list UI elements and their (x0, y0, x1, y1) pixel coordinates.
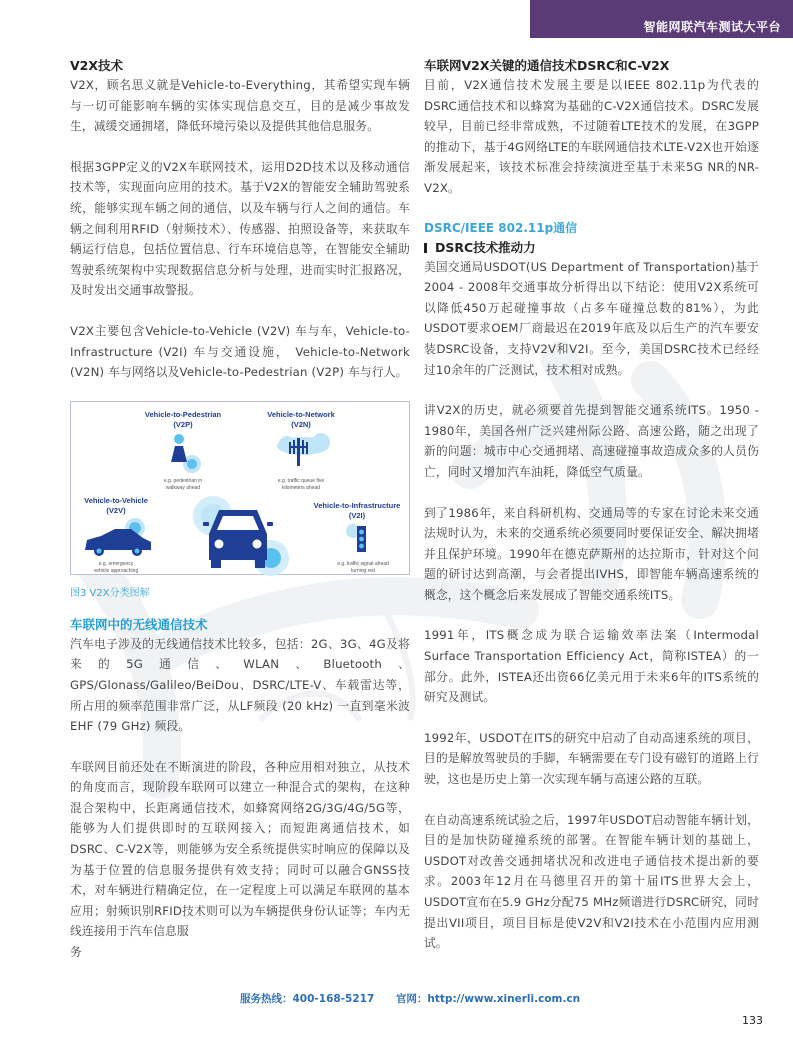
paragraph-continued: 务 (70, 945, 82, 960)
front-car-icon (193, 496, 289, 576)
paragraph: 1991年，ITS概念成为联合运输效率法案（Intermodal Surface Transportation Efficiency Act，简称ISTEA）的一部分。此外，ISTEA还出资66亿美元用于未来6年的ITS系统的研究及测试。 (424, 628, 759, 705)
network-tower-icon (277, 433, 330, 466)
section-title-dsrc-cv2x: 车联网V2X关键的通信技术DSRC和C-V2X (424, 58, 670, 73)
section-title-v2x: V2X技术 (70, 58, 124, 73)
v2p-title: Vehicle-to-Pedestrian (144, 409, 222, 419)
v2v-example-1: e.g. emergency (98, 560, 134, 567)
v2i-example-1: e.g. traffic signal ahead (337, 560, 389, 567)
v2i-abbr: (V2I) (348, 510, 366, 520)
footer-hotline: 服务热线：400-168-5217 (240, 993, 375, 1005)
left-column (70, 56, 410, 960)
paragraph: 1992年，USDOT在ITS的研究中启动了自动高速系统的项目，目的是解放驾驶员的手脚，车辆需要在专门设有磁钉的道路上行驶，这也是历史上第一次实现车辆与高速公路的互联。 (424, 730, 759, 787)
v2p-example-1: e.g. pedestrian in (163, 477, 203, 484)
paragraph: 汽车电子涉及的无线通信技术比较多，包括：2G、3G、4G及将来的5G通信、WLAN、Bluetooth、GPS/Glonass/Galileo/BeiDou、DSRC/LTE-V、车载雷达等，所占用的频率范围非常广泛，从LF频段 (20 kHz) 一直到毫米波EHF (79 GHz) 频段。 (70, 636, 410, 734)
side-car-icon (85, 518, 151, 556)
paragraph: V2X主要包含Vehicle-to-Vehicle (V2V) 车与车，Vehicle-to-Infrastructure (V2I) 车与交通设施， Vehicle-to-Network (V2N) 车与网络以及Vehicle-to-Pedestrian (V2P) 车与行人。 (70, 323, 410, 380)
v2n-example-1: e.g. traffic queue five (277, 477, 325, 484)
figure-caption: 图3 V2X分类图解 (70, 587, 150, 599)
v2n-abbr: (V2N) (291, 419, 311, 429)
paragraph: 讲V2X的历史，就必须要首先提到智能交通系统ITS。1950 - 1980年，美国各州广泛兴建州际公路、高速公路，随之出现了新的问题：城市中心交通拥堵、高速碰撞事故造成众多的人员伤亡，同时又增加汽车油耗，降低空气质量。 (424, 403, 759, 479)
paragraph: 美国交通局USDOT(US Department of Transportation)基于2004 - 2008年交通事故分析得出以下结论：使用V2X系统可以降低450万起碰撞事故（占多车碰撞总数的81%），为此USDOT要求OEM厂商最迟在2019年底及以后生产的汽车要安装DSRC设备，支持V2V和V2I。至今，美国DSRC技术已经经过10余年的广泛测试，技术相对成熟。 (424, 259, 759, 377)
v2x-figure (70, 401, 410, 575)
v2v-example-2: vehicle approaching (93, 567, 139, 574)
paragraph: 根据3GPP定义的V2X车联网技术，运用D2D技术以及移动通信技术等，实现面向应用的技术。基于V2X的智能安全辅助驾驶系统，能够实现车辆之间的通信，以及车辆与行人之间的通信。车辆之间利用RFID（射频技术）、传感器、拍照设备等，来获取车辆运行信息，包括位置信息、行车环境信息等，在智能安全辅助驾驶系统架构中实现数据信息分析与处理，进而实时汇报路况，及时发出交通事故警报。 (70, 159, 410, 298)
paragraph: 目前，V2X通信技术发展主要是以IEEE 802.11p为代表的DSRC通信技术和以蜂窝为基础的C-V2X通信技术。DSRC发展较早，目前已经非常成熟，不过随着LTE技术的发展，在3GPP的推动下，基于4G网络LTE的车联网通信技术LTE-V2X也开始逐渐发展起来，该技术标准会持续演进至基于未来5G NR的NR-V2X。 (424, 78, 759, 195)
paragraph: 在自动高速系统试验之后，1997年USDOT启动智能车辆计划，目的是加快防碰撞系统的部署。在智能车辆计划的基础上，USDOT对改善交通拥堵状况和改进电子通信技术提出新的要求。2003年12月在马德里召开的第十届ITS世界大会上，USDOT宣布在5.9 GHz分配75 MHz频谱进行DSRC研究，同时提出VII项目，项目目标是使V2V和V2I技术在小范围内应用测试。 (424, 812, 759, 951)
v2v-title: Vehicle-to-Vehicle (84, 495, 148, 505)
footer-website-link[interactable]: 官网：http://www.xinerli.com.cn (395, 993, 581, 1005)
subsection-title (424, 238, 759, 257)
paragraph: V2X，顾名思义就是Vehicle-to-Everything，其希望实现车辆与一切可能影响车辆的实体实现信息交互，目的是减少事故发生，减缓交通拥堵，降低环境污染以及提供其他信息服务。 (70, 78, 410, 134)
v2n-title: Vehicle-to-Network (267, 409, 335, 419)
section-title-wireless: 车联网中的无线通信技术 (70, 616, 208, 632)
traffic-light-icon (346, 524, 366, 552)
subsection-title-text: DSRC技术推动力 (435, 239, 536, 255)
right-column (424, 56, 759, 954)
v2v-abbr: (V2V) (106, 505, 126, 515)
header-band (530, 0, 793, 38)
v2p-example-2: walkway ahead (165, 484, 201, 491)
paragraph: 到了1986年，来自科研机构、交通局等的专家在讨论未来交通法规时认为，未来的交通系统必须要同时要保证安全、解决拥堵并且保护环境。1990年在德克萨斯州的达拉斯市，针对这个问题的研讨达到高潮，与会者提出IVHS，即智能车辆高速系统的概念，这个概念后来发展成了智能交通系统ITS。 (424, 505, 759, 602)
v2n-example-2: kilometers ahead (281, 484, 321, 491)
paragraph: 车联网目前还处在不断演进的阶段，各种应用相对独立，从技术的角度而言，现阶段车联网可以建立一种混合式的架构，在这种混合架构中，长距离通信技术，如蜂窝网络2G/3G/4G/5G等，能够为人们提供即时的互联网接入；而短距离通信技术，如DSRC、C-V2X等，则能够为安全系统提供实时响应的保障以及为基于位置的信息服务提供有效支持；同时可以融合GNSS技术，对车辆进行精确定位，在一定程度上可以满足车联网的基本应用；射频识别RFID技术则可以为车辆提供身份认证等；车内无线连接用于汽车信息服 (70, 759, 410, 939)
v2p-abbr: (V2P) (173, 419, 193, 429)
section-title-dsrc-ieee: DSRC/IEEE 802.11p通信 (424, 220, 578, 235)
page-number: 133 (742, 1014, 763, 1027)
pedestrian-icon (171, 434, 201, 473)
footer (240, 991, 598, 1006)
header-title: 智能网联汽车测试大平台 (643, 20, 781, 34)
v2i-title: Vehicle-to-Infrastructure (313, 500, 401, 510)
v2i-example-2: turning red (351, 567, 375, 574)
bullet-bar-icon (424, 243, 427, 253)
